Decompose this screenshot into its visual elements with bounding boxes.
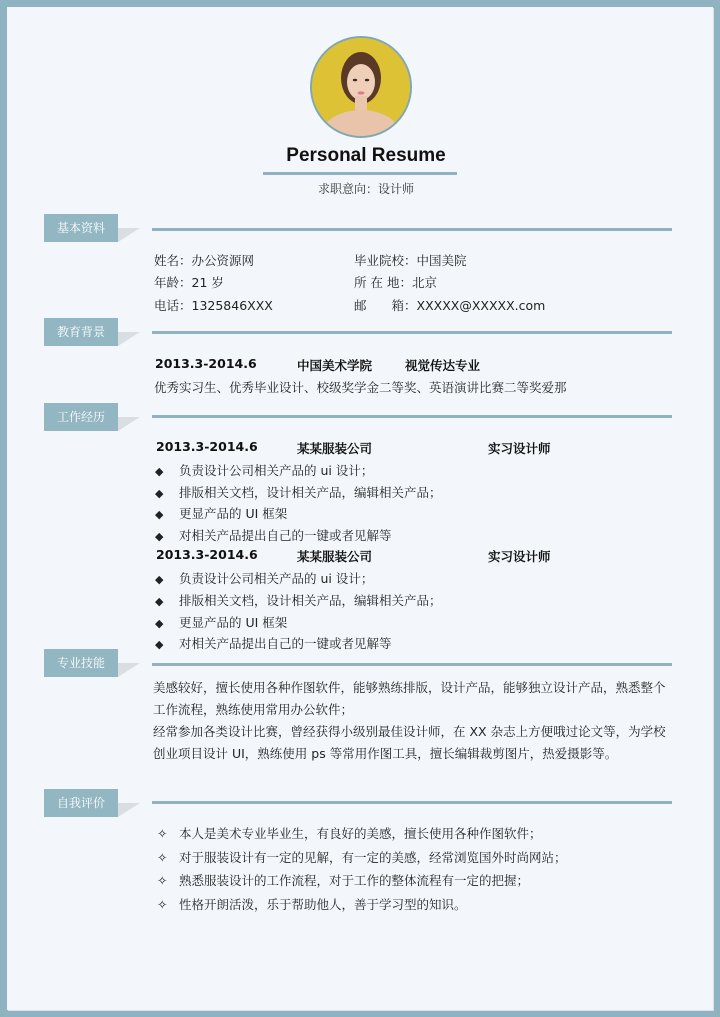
- work-duty-item: ◆ 对相关产品提出自己的一键或者见解等: [155, 636, 392, 651]
- section-label-skills: 专业技能: [44, 649, 118, 677]
- diamond-bullet-icon: ◆: [155, 595, 164, 608]
- section-label-shadow: [118, 332, 140, 346]
- info-email: 邮 箱：XXXXX@XXXXX.com: [354, 298, 546, 313]
- section-label-shadow: [118, 663, 140, 677]
- diamond-bullet-icon: ◆: [155, 487, 164, 500]
- self-eval-item: ✧ 熟悉服装设计的工作流程，对于工作的整体流程有一定的把握；: [157, 873, 530, 888]
- work-company: 某某服装公司: [297, 549, 373, 564]
- diamond-bullet-icon: ◆: [155, 573, 164, 586]
- section-label-shadow: [118, 228, 140, 242]
- work-role: 实习设计师: [488, 549, 551, 564]
- section-label-basic-info: 基本资料: [44, 214, 118, 242]
- info-name: 姓名：办公资源网: [154, 253, 255, 268]
- section-label-work: 工作经历: [44, 403, 118, 431]
- work-period: 2013.3-2014.6: [156, 547, 258, 562]
- title-underline: [263, 172, 457, 175]
- sparkle-bullet-icon: ✧: [157, 897, 168, 912]
- diamond-bullet-icon: ◆: [155, 465, 164, 478]
- self-eval-item: ✧ 性格开朗活泼，乐于帮助他人，善于学习型的知识。: [157, 897, 467, 912]
- info-location: 所 在 地：北京: [354, 275, 437, 290]
- sparkle-bullet-icon: ✧: [157, 826, 168, 841]
- work-duty-item: ◆ 负责设计公司相关产品的 ui 设计；: [155, 571, 374, 586]
- diamond-bullet-icon: ◆: [155, 638, 164, 651]
- section-label-education: 教育背景: [44, 318, 118, 346]
- education-major: 视觉传达专业: [405, 358, 481, 373]
- education-period: 2013.3-2014.6: [155, 356, 257, 371]
- skills-paragraph: 经常参加各类设计比赛，曾经获得小级别最佳设计师，在 XX 杂志上方便哦过论文等，为学校创业项目设计 UI，熟练使用 ps 等常用作图工具，擅长编辑裁剪图片，热爱摄影等。: [153, 724, 666, 761]
- education-description: 优秀实习生、优秀毕业设计、校级奖学金二等奖、英语演讲比赛二等奖爱那: [154, 380, 567, 395]
- education-school: 中国美术学院: [297, 358, 373, 373]
- info-school: 毕业院校：中国美院: [354, 253, 467, 268]
- page-title: Personal Resume: [286, 145, 446, 166]
- section-divider: [152, 801, 672, 804]
- diamond-bullet-icon: ◆: [155, 508, 164, 521]
- diamond-bullet-icon: ◆: [155, 617, 164, 630]
- section-divider: [152, 415, 672, 418]
- work-role: 实习设计师: [488, 441, 551, 456]
- work-period: 2013.3-2014.6: [156, 439, 258, 454]
- sparkle-bullet-icon: ✧: [157, 850, 168, 865]
- work-duty-item: ◆ 对相关产品提出自己的一键或者见解等: [155, 528, 392, 543]
- section-divider: [152, 331, 672, 334]
- work-duty-item: ◆ 更显产品的 UI 框架: [155, 506, 288, 521]
- info-phone: 电话：1325846XXX: [154, 298, 273, 313]
- resume-page: [7, 7, 713, 1010]
- section-divider: [152, 663, 672, 666]
- work-company: 某某服装公司: [297, 441, 373, 456]
- portrait-image: [312, 38, 410, 136]
- work-duty-item: ◆ 排版相关文档，设计相关产品，编辑相关产品；: [155, 485, 442, 500]
- self-eval-item: ✧ 本人是美术专业毕业生，有良好的美感，擅长使用各种作图软件；: [157, 826, 542, 841]
- section-label-shadow: [118, 803, 140, 817]
- avatar: [310, 36, 412, 138]
- info-age: 年龄：21 岁: [154, 275, 224, 290]
- work-duty-item: ◆ 更显产品的 UI 框架: [155, 615, 288, 630]
- self-eval-item: ✧ 对于服装设计有一定的见解，有一定的美感，经常浏览国外时尚网站；: [157, 850, 567, 865]
- skills-paragraph: 美感较好，擅长使用各种作图软件，能够熟练排版，设计产品，能够独立设计产品，熟悉整个工作流程，熟练使用常用办公软件；: [153, 680, 666, 717]
- section-label-shadow: [118, 417, 140, 431]
- work-duty-item: ◆ 排版相关文档，设计相关产品，编辑相关产品；: [155, 593, 442, 608]
- work-duty-item: ◆ 负责设计公司相关产品的 ui 设计；: [155, 463, 374, 478]
- sparkle-bullet-icon: ✧: [157, 873, 168, 888]
- section-label-self-evaluation: 自我评价: [44, 789, 118, 817]
- section-divider: [152, 228, 672, 231]
- job-objective: 求职意向：设计师: [317, 182, 414, 196]
- diamond-bullet-icon: ◆: [155, 530, 164, 543]
